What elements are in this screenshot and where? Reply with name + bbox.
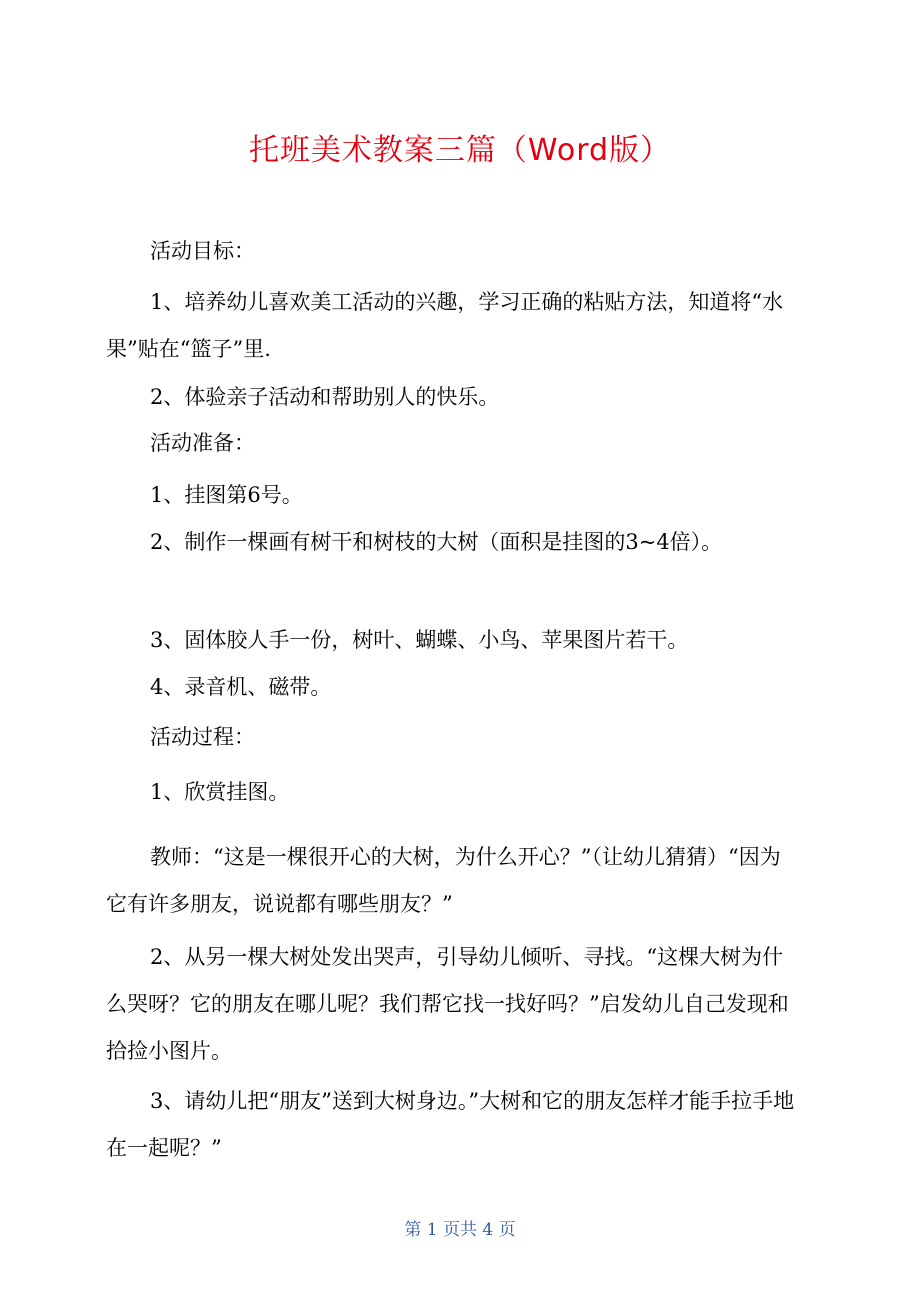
paragraph-prep-4: 4、录音机、磁带。 [150, 675, 332, 699]
paragraph-process-3: 3、请幼儿把“朋友”送到大树身边。”大树和它的朋友怎样才能手拉手地在一起呢？” [106, 1089, 795, 1160]
paragraph-goal-2: 2、体验亲子活动和帮助别人的快乐。 [150, 385, 500, 409]
paragraph-prep-heading: 活动准备： [150, 431, 255, 455]
paragraph-process-heading: 活动过程： [150, 725, 255, 749]
paragraph-process-2: 2、从另一棵大树处发出哭声，引导幼儿倾听、寻找。“这棵大树为什么哭呀？它的朋友在哪儿呢？我们帮它找一找好吗？”启发幼儿自己发现和拾捡小图片。 [106, 945, 789, 1063]
paragraph-goals-heading: 活动目标： [150, 239, 255, 263]
paragraph-prep-2: 2、制作一棵画有树干和树枝的大树（面积是挂图的3~4倍）。 [150, 530, 723, 554]
paragraph-goal-1: 1、培养幼儿喜欢美工活动的兴趣，学习正确的粘贴方法，知道将“水果”贴在“篮子”里. [106, 290, 784, 361]
page-footer: 第 1 页共 4 页 [404, 1220, 516, 1240]
paragraph-process-1: 1、欣赏挂图。 [150, 780, 290, 804]
paragraph-process-1-detail: 教师：“这是一棵很开心的大树，为什么开心？”（让幼儿猜猜）“因为它有许多朋友，说说都有哪些朋友？” [106, 845, 781, 916]
paragraph-prep-1: 1、挂图第6号。 [150, 483, 303, 507]
document-title: 托班美术教案三篇（Word版） [248, 133, 672, 168]
paragraph-prep-3: 3、固体胶人手一份，树叶、蝴蝶、小鸟、苹果图片若干。 [150, 628, 689, 652]
